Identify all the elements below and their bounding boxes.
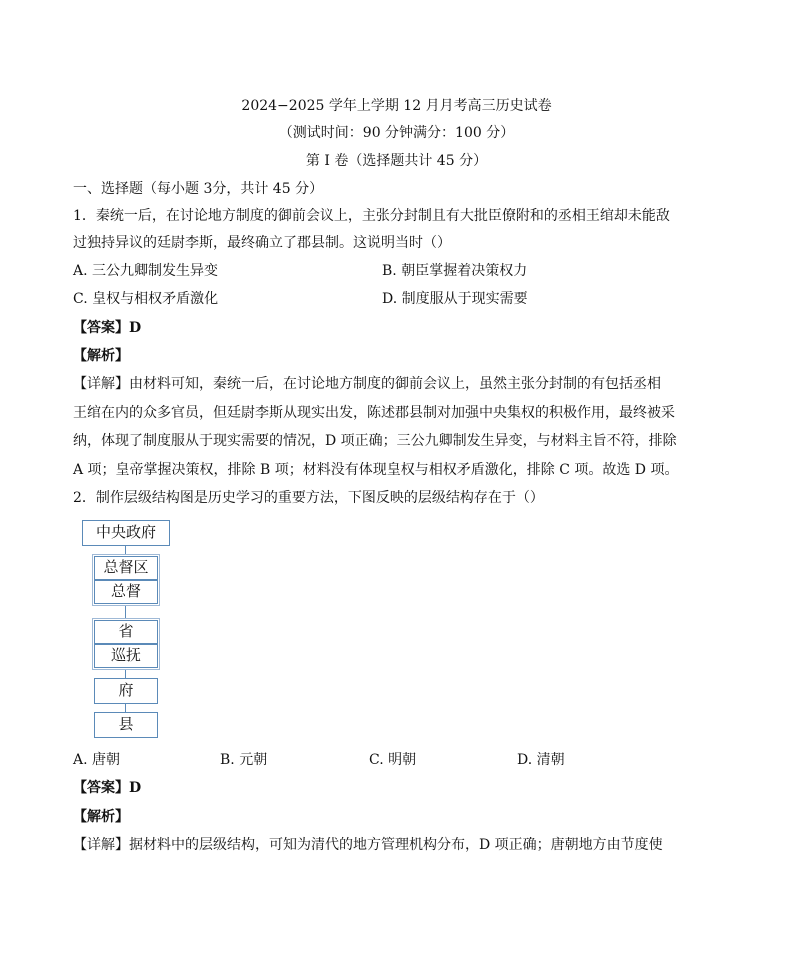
q1-option-a: A. 三公九卿制发生异变	[73, 263, 219, 279]
diagram-node-central-government: 中央政府	[82, 520, 170, 546]
diagram-connector	[125, 606, 126, 618]
diagram-node-governorate: 总督区	[94, 556, 158, 580]
q2-analysis-label: 【解析】	[73, 809, 129, 825]
q1-option-b: B. 朝臣掌握着决策权力	[382, 263, 528, 279]
diagram-connector	[125, 704, 126, 712]
q1-detail-line3: 纳，体现了制度服从于现实需要的情况，D 项正确；三公九卿制发生异变，与材料主旨不符，排除	[73, 433, 677, 449]
q1-stem-line1: 1．秦统一后，在讨论地方制度的御前会议上，主张分封制且有大批臣僚附和的丞相王绾却未能敌	[73, 208, 670, 224]
exam-title: 2024−2025 学年上学期 12 月月考高三历史试卷	[241, 98, 552, 114]
q2-option-d: D. 清朝	[517, 752, 565, 768]
volume-heading: 第 I 卷（选择题共计 45 分）	[305, 153, 488, 169]
hierarchy-diagram	[82, 518, 182, 740]
q2-detail-line1: 【详解】据材料中的层级结构，可知为清代的地方管理机构分布，D 项正确；唐朝地方由节度使	[73, 837, 663, 853]
q1-detail-line1: 【详解】由材料可知，秦统一后，在讨论地方制度的御前会议上，虽然主张分封制的有包括丞相	[73, 376, 661, 392]
diagram-node-province: 省	[94, 620, 158, 644]
exam-subtitle: （测试时间：90 分钟满分：100 分）	[278, 125, 515, 141]
q1-option-c: C. 皇权与相权矛盾激化	[73, 291, 219, 307]
diagram-connector	[125, 546, 126, 554]
q2-option-a: A. 唐朝	[73, 752, 121, 768]
q2-answer: 【答案】D	[73, 780, 142, 796]
q1-analysis-label: 【解析】	[73, 348, 129, 364]
q1-detail-line4: A 项；皇帝掌握决策权，排除 B 项；材料没有体现皇权与相权矛盾激化，排除 C 项。故选 D 项。	[73, 462, 679, 478]
q1-answer: 【答案】D	[73, 320, 142, 336]
diagram-connector	[125, 670, 126, 678]
q1-detail-line2: 王绾在内的众多官员，但廷尉李斯从现实出发，陈述郡县制对加强中央集权的积极作用，最终被采	[73, 405, 675, 421]
diagram-node-governor-xunfu: 巡抚	[94, 644, 158, 668]
q1-option-d: D. 制度服从于现实需要	[382, 291, 528, 307]
q2-option-c: C. 明朝	[369, 752, 417, 768]
q2-option-b: B. 元朝	[220, 752, 268, 768]
diagram-node-county: 县	[94, 712, 158, 738]
diagram-node-governor: 总督	[94, 580, 158, 604]
q1-stem-line2: 过独持异议的廷尉李斯，最终确立了郡县制。这说明当时（）	[73, 235, 451, 251]
diagram-node-prefecture: 府	[94, 678, 158, 704]
q2-stem-line1: 2．制作层级结构图是历史学习的重要方法，下图反映的层级结构存在于（）	[73, 490, 544, 506]
section-heading: 一、选择题（每小题 3分，共计 45 分）	[73, 181, 324, 197]
